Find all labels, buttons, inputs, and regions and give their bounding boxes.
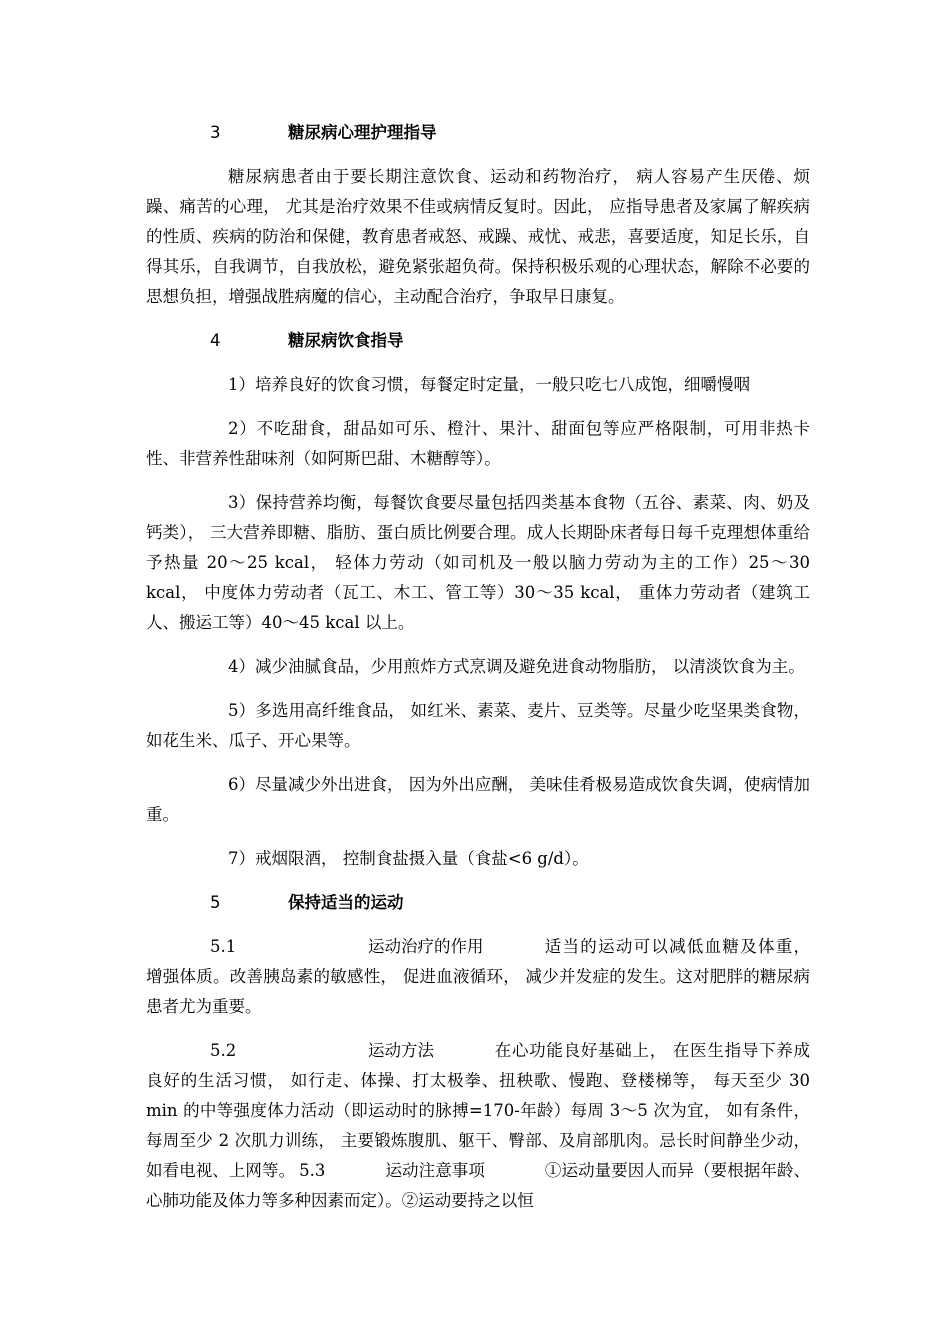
- section-3-number: 3: [210, 123, 221, 142]
- exercise-effect-paragraph: [146, 932, 810, 1022]
- diet-item-5: 5）多选用高纤维食品， 如红米、素菜、麦片、豆类等。尽量少吃坚果类食物， 如花生米、瓜子、开心果等。: [146, 701, 810, 750]
- section-3-body: 糖尿病患者由于要长期注意饮食、运动和药物治疗， 病人容易产生厌倦、烦躁、痛苦的心理， 尤其是治疗效果不佳或病情反复时。因此， 应指导患者及家属了解疾病的性质、疾病的防治和保健，教育患者戒怒、戒躁、戒忧、戒悲，喜要适度，知足长乐，自得其乐，自我调节，自我放松，避免紧张超负荷。保持积极乐观的心理状态，解除不必要的思想负担，增强战胜病魔的信心，主动配合治疗，争取早日康复。: [146, 167, 810, 306]
- section-3-title: 糖尿病心理护理指导: [288, 123, 437, 142]
- section-3-heading: [146, 118, 810, 148]
- exercise-method-paragraph: [146, 1036, 810, 1216]
- section-5-title: 保持适当的运动: [288, 893, 404, 912]
- diet-item-7: 7）戒烟限酒， 控制食盐摄入量（食盐<6 g/d）。: [228, 849, 589, 868]
- subsection-5-3-body: ①运动量要因人而异（要根据年龄、心肺功能及体力等多种因素而定）。②运动要持之以恒: [146, 1161, 811, 1210]
- subsection-5-1-number: 5.1: [210, 937, 237, 956]
- section-5-heading: [146, 888, 810, 918]
- subsection-5-2-title: 运动方法: [368, 1041, 434, 1060]
- subsection-5-1-body: 适当的运动可以减低血糖及体重， 增强体质。改善胰岛素的敏感性， 促进血液循环， 减少并发症的发生。这对肥胖的糖尿病患者尤为重要。: [146, 937, 810, 1016]
- document-body: [146, 118, 810, 1230]
- subsection-5-3-number: 5.3: [299, 1161, 326, 1180]
- section-4-title: 糖尿病饮食指导: [288, 331, 404, 350]
- diet-item-4: 4）减少油腻食品，少用煎炸方式烹调及避免进食动物脂肪， 以清淡饮食为主。: [228, 657, 805, 676]
- diet-item-1: 1）培养良好的饮食习惯，每餐定时定量，一般只吃七八成饱，细嚼慢咽: [228, 375, 750, 394]
- section-4-number: 4: [210, 331, 221, 350]
- diet-item-2: 2）不吃甜食，甜品如可乐、橙汁、果汁、甜面包等应严格限制，可用非热卡性、非营养性甜味剂（如阿斯巴甜、木糖醇等）。: [146, 419, 810, 468]
- subsection-5-2-number: 5.2: [210, 1041, 237, 1060]
- subsection-5-3-title: 运动注意事项: [385, 1161, 485, 1180]
- diet-item-6: 6）尽量减少外出进食， 因为外出应酬， 美味佳肴极易造成饮食失调，使病情加重。: [146, 775, 810, 824]
- subsection-5-1-title: 运动治疗的作用: [368, 937, 484, 956]
- subsection-5-2-body: 在心功能良好基础上， 在医生指导下养成良好的生活习惯， 如行走、体操、打太极拳、扭秧歌、慢跑、登楼梯等， 每天至少 30 min 的中等强度体力活动（即运动时的脉搏=170-年龄）每周 3～5 次为宜， 如有条件， 每周至少 2 次肌力训练， 主要锻炼腹肌、躯干、臀部、及肩部肌肉。忌长时间静坐少动， 如看电视、上网等。: [146, 1041, 810, 1180]
- diet-item-3: 3）保持营养均衡，每餐饮食要尽量包括四类基本食物（五谷、素菜、肉、奶及钙类）， 三大营养即糖、脂肪、蛋白质比例要合理。成人长期卧床者每日每千克理想体重给予热量 20～25 kcal， 轻体力劳动（如司机及一般以脑力劳动为主的工作）25～30 kcal， 中度体力劳动者（瓦工、木工、管工等）30～35 kcal， 重体力劳动者（建筑工人、搬运工等）40～45 kcal 以上。: [146, 493, 810, 632]
- section-4-heading: [146, 326, 810, 356]
- section-5-number: 5: [210, 893, 221, 912]
